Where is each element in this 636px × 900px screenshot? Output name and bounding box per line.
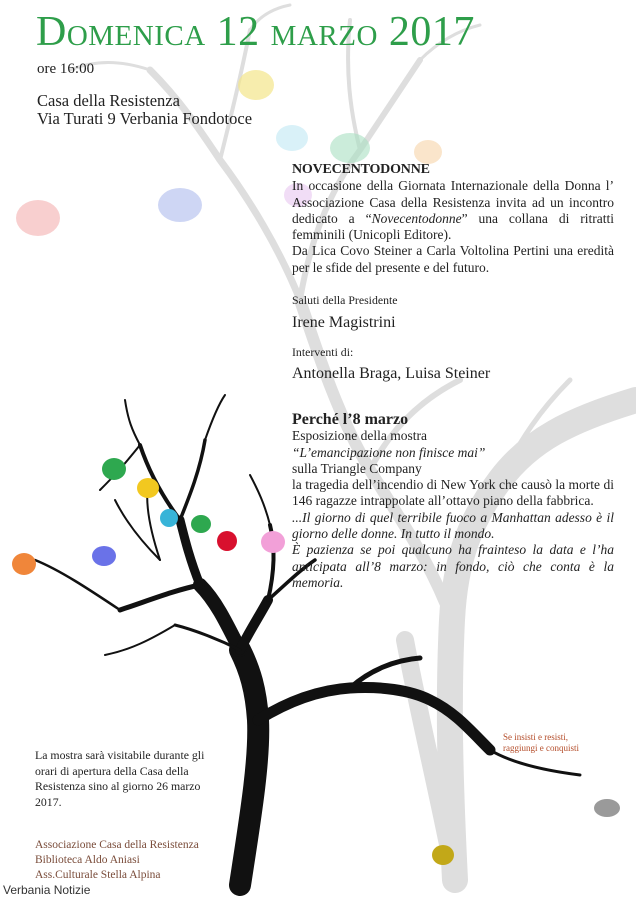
motto-line: raggiungi e conquisti [503, 743, 579, 753]
leaf-orange [12, 553, 36, 575]
leaf-red [217, 531, 237, 551]
intro-text-end: ” una collana di ritratti femminili (Unicopli Editore). [292, 210, 615, 243]
tragedy-paragraph: la tragedia dell’incendio di New York che causò la morte di 146 ragazze intrappolate all’ottavo piano della fabbrica. [292, 477, 614, 509]
section-8-marzo [292, 412, 614, 591]
motto [503, 732, 579, 754]
exhibit-subject: sulla Triangle Company [292, 460, 422, 476]
leaf-green [102, 458, 126, 480]
greeting-label: Saluti della Presidente [292, 293, 398, 307]
memory-paragraph: È pazienza se poi qualcuno ha frainteso la data e l’ha anticipata all’8 marzo: in fondo, ciò che conta è la memoria. [292, 542, 614, 590]
leaf-green [191, 515, 211, 533]
venue-name: Casa della Resistenza [37, 91, 180, 110]
exhibit-intro: Esposizione della mostra [292, 428, 427, 444]
leaf-faded [276, 125, 308, 151]
organizer: Ass.Culturale Stella Alpina [35, 869, 161, 881]
leaf-faded [158, 188, 202, 222]
president-name: Irene Magistrini [292, 314, 396, 331]
watermark-credit: Verbania Notizie [3, 883, 91, 897]
speakers-names: Antonella Braga, Luisa Steiner [292, 365, 491, 382]
leaf-pink [261, 531, 285, 553]
venue-address: Via Turati 9 Verbania Fondotoce [37, 109, 253, 128]
leaf-blue [92, 546, 116, 566]
leaf-faded [330, 133, 370, 163]
intro-paragraph [292, 178, 614, 243]
event-title: Domenica 12 marzo 2017 [36, 9, 475, 55]
leaf-faded [414, 140, 442, 164]
organizer: Biblioteca Aldo Aniasi [35, 854, 140, 866]
speakers-label: Interventi di: [292, 345, 354, 359]
leaf-faded [16, 200, 60, 236]
event-time: ore 16:00 [37, 61, 95, 77]
leaf-yellow [137, 478, 159, 498]
event-venue [37, 92, 252, 128]
organizer: Associazione Casa della Resistenza [35, 839, 199, 851]
organizers [35, 838, 199, 883]
leaf-cyan [160, 509, 178, 527]
legacy-paragraph: Da Lica Covo Steiner a Carla Voltolina Pertini una eredità per le sfide del presente e del futuro. [292, 243, 614, 275]
series-title: Novecentodonne [371, 210, 462, 226]
section-novecentodonne [292, 162, 614, 276]
intro-text: In occasione della Giornata Internazionale della Donna l’ Associazione Casa della Resistenza invita ad un incontro dedicato a “ [292, 178, 614, 226]
section-title: Perché l’8 marzo [292, 411, 409, 428]
motto-line: Se insisti e resisti, [503, 732, 568, 742]
section-title: NOVECENTODONNE [292, 162, 430, 177]
quote-paragraph: ...Il giorno di quel terribile fuoco a Manhattan adesso è il giorno delle donne. In tutto il mondo. [292, 509, 614, 542]
leaf-grey [594, 799, 620, 817]
exhibit-note: La mostra sarà visitabile durante gli orari di apertura della Casa della Resistenza sino al giorno 26 marzo 2017. [35, 748, 205, 809]
leaf-olive [432, 845, 454, 865]
exhibit-title: “L’emancipazione non finisce mai” [292, 444, 486, 460]
